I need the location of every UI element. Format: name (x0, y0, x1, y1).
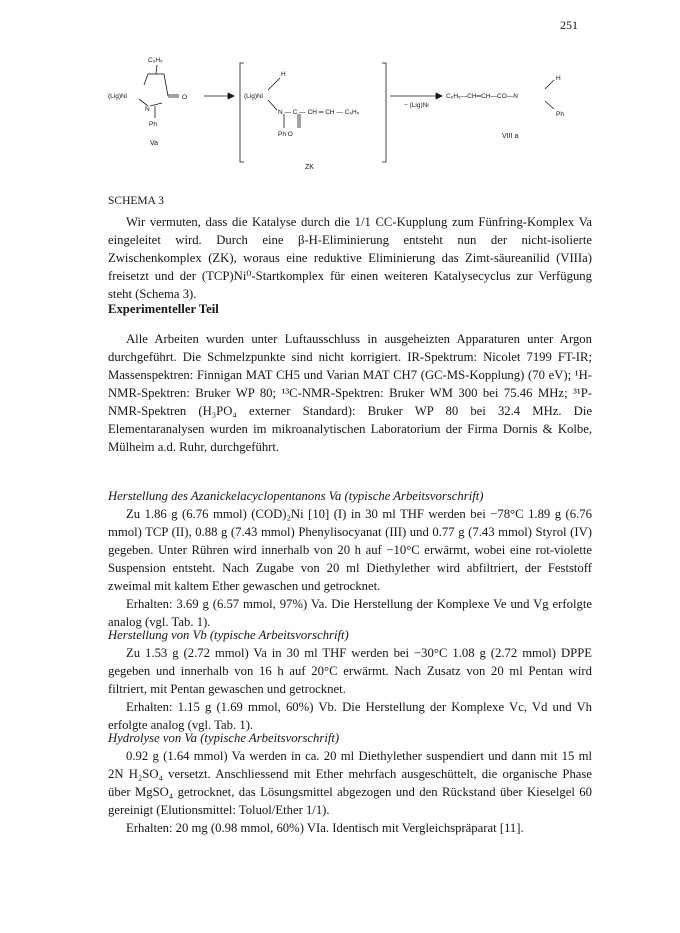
product-hydrogen: H (556, 75, 561, 82)
zk-chain: N — C — CH ═ CH — C₆H₅ (278, 109, 360, 116)
va-phenyl-n: Ph (149, 121, 157, 128)
general-paragraph-block (108, 330, 592, 456)
zk-hydrogen: H (281, 71, 286, 78)
label-zk: ZK (305, 164, 314, 171)
intro-paragraph: Wir vermuten, dass die Katalyse durch die 1/1 CC-Kupplung zum Fünfring-Komplex Va eingeleitet wird. Durch eine β-H-Eliminierung entsteht nun der nicht-isolierte Zwischenkomplex (ZK), woraus eine reduktive Eliminierung das Zimt-säureanilid (VIIIa) freisetzt und der (TCP)Ni⁰-Startkomplex für einen weiteren Katalysecyclus zur Verfügung steht (Schema 3). (108, 215, 592, 301)
scheme-caption: SCHEMA 3 (108, 195, 164, 207)
va-oxygen: O (182, 94, 188, 101)
section-vb-procedure: Zu 1.53 g (2.72 mmol) Va in 30 ml THF werden bei −30°C 1.08 g (2.72 mmol) DPPE gegeben und innerhalb von 16 h auf 20°C erwärmt. Nach Zusatz von 20 ml Pentan wird filtriert, mit Pentan gewaschen und getrocknet. (108, 646, 592, 696)
section-hydrolyse-title: Hydrolyse von Va (typische Arbeitsvorschrift) (108, 731, 340, 745)
section-vb-yield: Erhalten: 1.15 g (1.69 mmol, 60%) Vb. Die Herstellung der Komplexe Vc, Vd und Vh erfolgte analog (vgl. Tab. 1). (108, 700, 592, 732)
section-hydrolyse-yield: Erhalten: 20 mg (0.98 mmol, 60%) VIa. Identisch mit Vergleichspräparat [11]. (126, 821, 524, 835)
general-paragraph: Alle Arbeiten wurden unter Luftausschluss in ausgeheizten Apparaturen unter Argon durchgeführt. Die Schmelzpunkte sind nicht korrigiert. IR-Spektrum: Nicolet 7199 FT-IR; Massenspektren: Finnigan MAT CH5 und Varian MAT CH7 (GC-MS-Kopplung) (70 eV); ¹H-NMR-Spektren: Bruker WP 80; ¹³C-NMR-Spektren: Bruker WM 300 bei 75.46 MHz; ³¹P-NMR-Spektren (H₃PO₄ externer Standard): Bruker WP 80 bei 32.4 MHz. Die Elementaranalysen wurden im mikroanalytischen Laboratorium der Firma Dornis & Kolbe, Mülheim a.d. Ruhr, durchgeführt. (108, 332, 592, 454)
product-chain: C₆H₅—CH═CH—CO—N (446, 93, 518, 100)
section-vb-title: Herstellung von Vb (typische Arbeitsvorschrift) (108, 628, 349, 642)
section-va-title: Herstellung des Azanickelacyclopentanons Va (typische Arbeitsvorschrift) (108, 489, 484, 503)
arrow-minus-ligni: − (Lig)Ni (404, 102, 429, 109)
section-va (108, 487, 592, 631)
va-phenyl: C₆H₅ (148, 57, 163, 64)
page-number: 251 (560, 18, 578, 32)
reaction-scheme (108, 52, 588, 178)
product-phenyl: Ph (556, 111, 564, 118)
label-viiia: VIII a (502, 133, 519, 140)
experimental-heading: Experimenteller Teil (108, 302, 219, 316)
section-hydrolyse-procedure: 0.92 g (1.64 mmol) Va werden in ca. 20 ml Diethylether suspendiert und dann mit 15 ml 2N H₂SO₄ versetzt. Anschliessend mit Ether mehrfach ausgeschüttelt, die organische Phase über MgSO₄ getrocknet, das Lösungsmittel abgezogen und den Rückstand über Kieselgel 60 gereinigt (Elutionsmittel: Toluol/Ether 1/1). (108, 749, 592, 817)
section-vb (108, 626, 592, 734)
section-va-yield: Erhalten: 3.69 g (6.57 mmol, 97%) Va. Die Herstellung der Komplexe Ve und Vg erfolgte analog (vgl. Tab. 1). (108, 597, 592, 629)
scheme-drawing (108, 52, 588, 178)
section-hydrolyse (108, 729, 592, 837)
label-va: Va (150, 140, 159, 147)
section-va-procedure: Zu 1.86 g (6.76 mmol) (COD)₂Ni [10] (I) in 30 ml THF werden bei −78°C 1.89 g (6.76 mmol) TCP (II), 0.88 g (7.43 mmol) Phenylisocyanat (III) und 0.77 g (7.43 mmol) Styrol (IV) gegeben. Unter Rühren wird innerhalb von 20 h auf −10°C erwärmt, wobei eine rot-violette Suspension entsteht. Nach Zugabe von 20 ml Diethylether wird abfiltriert, der Feststoff zweimal mit kaltem Ether gewaschen und getrocknet. (108, 507, 592, 593)
va-ligni: (Lig)Ni (108, 93, 128, 100)
intro-paragraph-block (108, 213, 592, 303)
zk-ligni: (Lig)Ni (244, 93, 264, 100)
va-nitrogen: N (145, 106, 150, 113)
zk-ph-o: Ph O (278, 131, 293, 138)
